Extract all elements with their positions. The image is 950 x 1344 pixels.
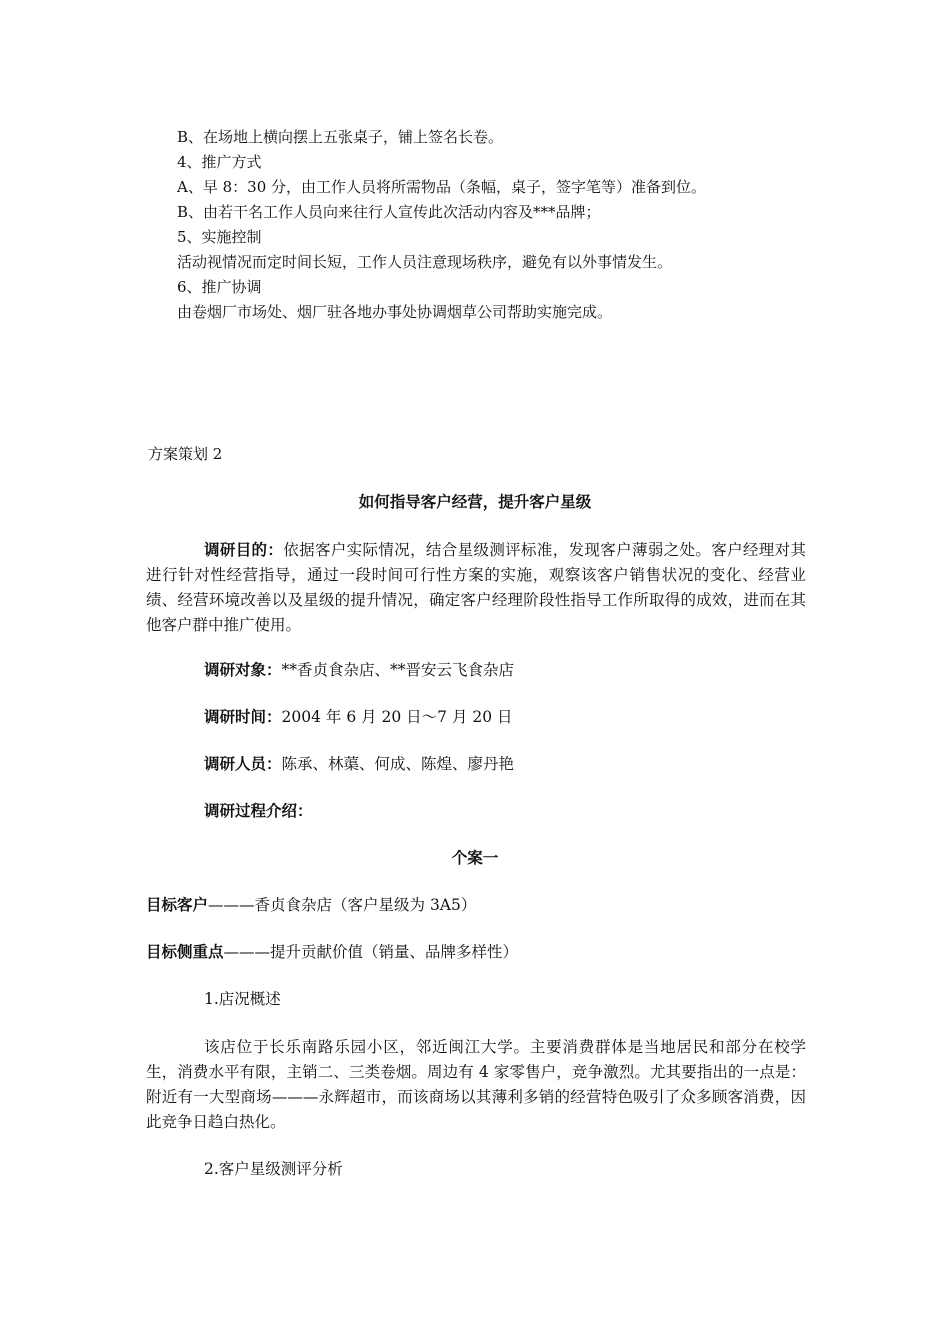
subheading-star-rating-analysis: 2.客户星级测评分析 bbox=[204, 1160, 343, 1178]
research-object-text: **香贞食杂店、**晋安云飞食杂店 bbox=[281, 661, 515, 679]
research-purpose-label: 调研目的： bbox=[204, 540, 284, 559]
target-focus bbox=[146, 940, 518, 964]
store-overview-text: 该店位于长乐南路乐园小区，邻近闽江大学。主要消费群体是当地居民和部分在校学生，消费水平有限，主销二、三类卷烟。周边有 4 家零售户，竞争激烈。尤其要指出的一点是：附近有一大型商场———永辉超市，而该商场以其薄利多销的经营特色吸引了众多顾客消费，因此竞争日趋白热化。 bbox=[146, 1038, 806, 1131]
research-time bbox=[204, 705, 513, 729]
item-a-preparation: A、早 8：30 分，由工作人员将所需物品（条幅，桌子，签字笔等）准备到位。 bbox=[177, 178, 707, 196]
research-process-label: 调研过程介绍： bbox=[204, 801, 313, 820]
target-customer-text: ———香贞食杂店（客户星级为 3A5） bbox=[208, 896, 477, 914]
heading-promotion-coordination: 6、推广协调 bbox=[177, 278, 262, 296]
target-focus-text: ———提升贡献价值（销量、品牌多样性） bbox=[223, 943, 519, 961]
research-time-text: 2004 年 6 月 20 日～7 月 20 日 bbox=[281, 708, 513, 726]
target-focus-label: 目标侧重点 bbox=[146, 942, 224, 961]
heading-promotion-method: 4、推广方式 bbox=[177, 153, 262, 171]
case-title: 个案一 bbox=[451, 848, 499, 867]
item-b-publicity: B、由若干名工作人员向来往行人宣传此次活动内容及***品牌； bbox=[177, 203, 601, 221]
plan2-label: 方案策划 2 bbox=[148, 445, 223, 463]
subheading-store-overview: 1.店况概述 bbox=[204, 990, 281, 1008]
target-customer-label: 目标客户 bbox=[146, 895, 209, 914]
implementation-control-text: 活动视情况而定时间长短，工作人员注意现场秩序，避免有以外事情发生。 bbox=[177, 253, 673, 271]
plan2-title: 如何指导客户经营，提升客户星级 bbox=[358, 492, 592, 511]
research-object bbox=[204, 658, 514, 682]
item-b-table-setup: B、在场地上横向摆上五张桌子，铺上签名长卷。 bbox=[177, 128, 504, 146]
research-object-label: 调研对象： bbox=[204, 660, 282, 679]
research-staff-label: 调研人员： bbox=[204, 754, 282, 773]
research-staff bbox=[204, 752, 514, 776]
promotion-coordination-text: 由卷烟厂市场处、烟厂驻各地办事处协调烟草公司帮助实施完成。 bbox=[177, 303, 613, 321]
heading-implementation-control: 5、实施控制 bbox=[177, 228, 262, 246]
research-purpose-text: 依据客户实际情况，结合星级测评标准，发现客户薄弱之处。客户经理对其进行针对性经营指导，通过一段时间可行性方案的实施，观察该客户销售状况的变化、经营业绩、经营环境改善以及星级的提升情况，确定客户经理阶段性指导工作所取得的成效，进而在其他客户群中推广使用。 bbox=[146, 541, 806, 634]
research-purpose bbox=[146, 537, 806, 638]
research-time-label: 调研时间： bbox=[204, 707, 282, 726]
research-staff-text: 陈承、林蕖、何成、陈煌、廖丹艳 bbox=[281, 755, 515, 773]
target-customer bbox=[146, 893, 476, 917]
